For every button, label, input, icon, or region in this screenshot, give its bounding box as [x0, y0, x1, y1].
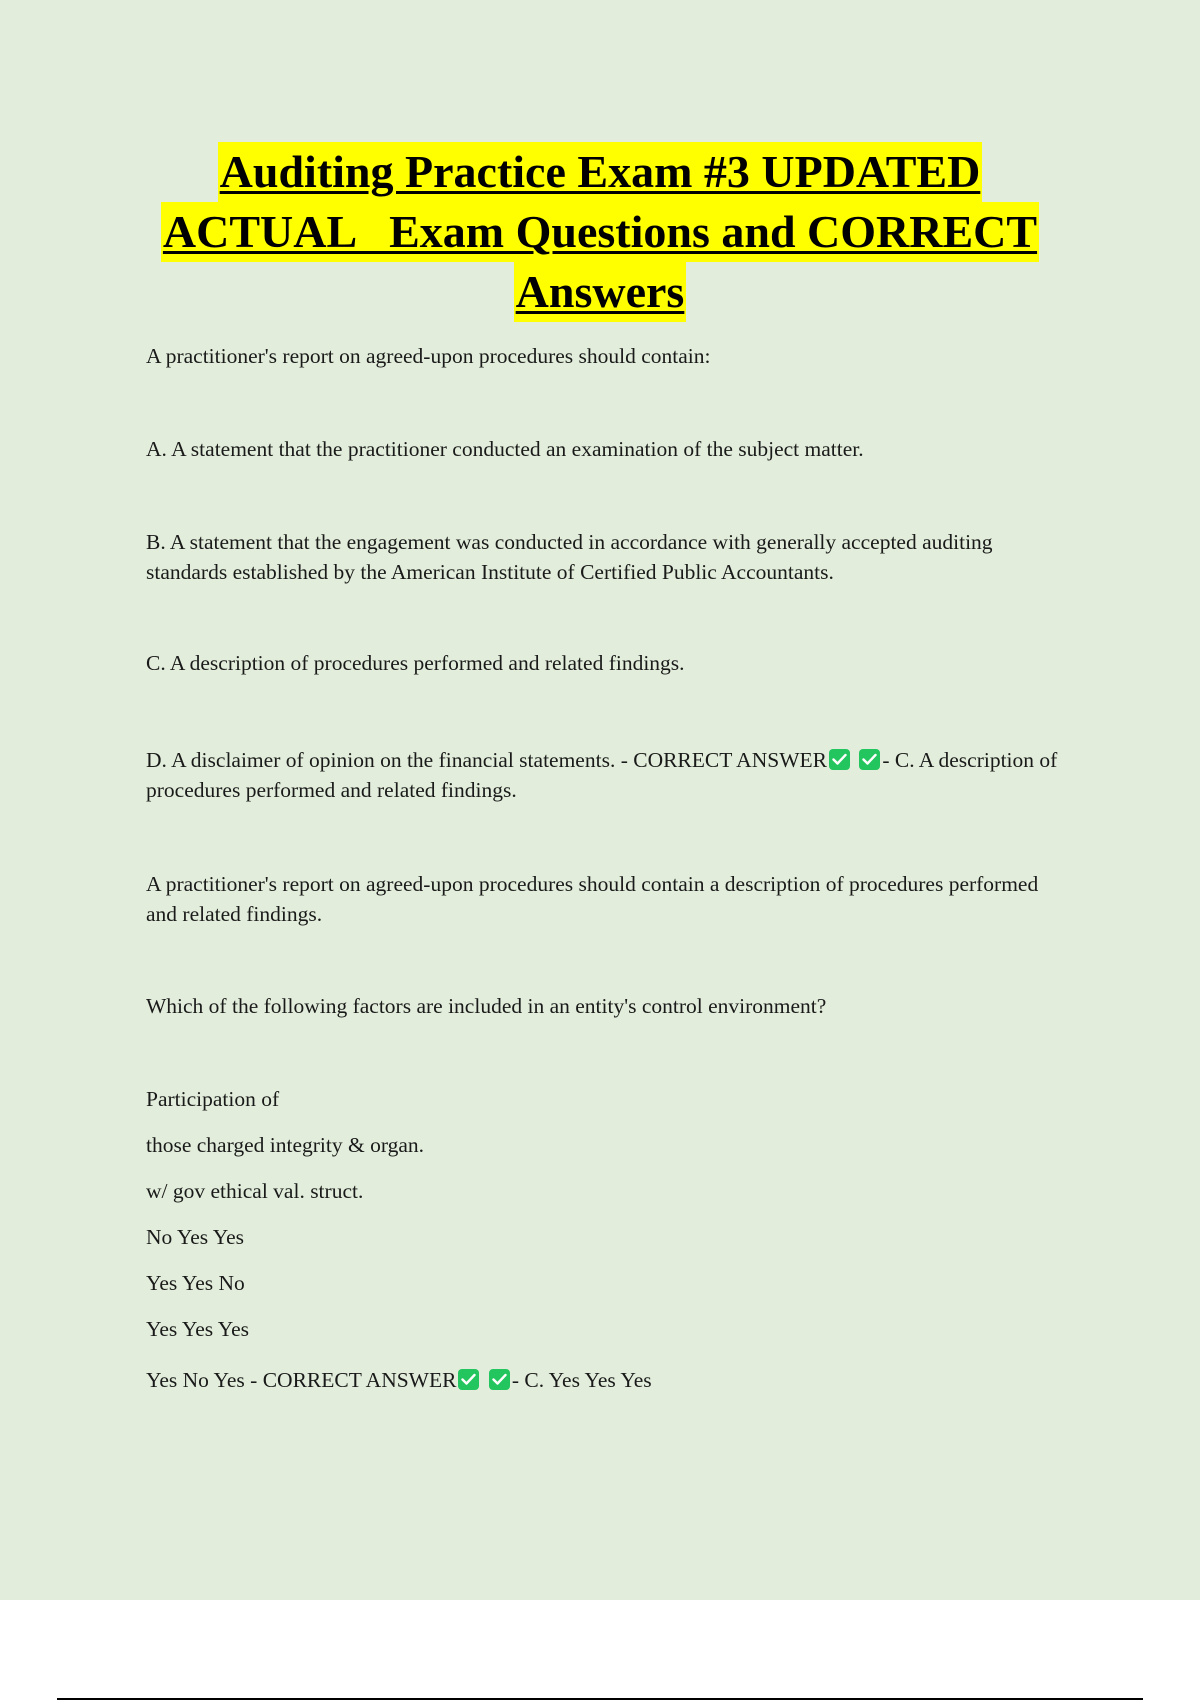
check-box-icon: [859, 749, 880, 770]
question1-prompt: A practitioner's report on agreed-upon procedures should contain:: [146, 344, 711, 368]
title-line-1: Auditing Practice Exam #3 UPDATED: [218, 142, 983, 202]
title-line-3: Answers: [514, 262, 687, 322]
question1-option-b: B. A statement that the engagement was conducted in accordance with generally accepted auditing standards established by the American Institute of Certified Public Accountants.: [146, 530, 993, 584]
document-title: [0, 142, 1200, 322]
question1-option-d-and-answer: [146, 745, 1066, 805]
question1-answer: - C. A description of procedures performed and related findings.: [146, 748, 1058, 802]
question2-header-line-2: those charged integrity & organ.: [146, 1133, 425, 1157]
question1-option-c: C. A description of procedures performed and related findings.: [146, 651, 685, 675]
question1-option-d: D. A disclaimer of opinion on the financial statements. - CORRECT ANSWER: [146, 748, 827, 772]
question1-option-a: A. A statement that the practitioner conducted an examination of the subject matter.: [146, 437, 864, 461]
question2-answer: - C. Yes Yes Yes: [511, 1368, 652, 1392]
question1-explanation: A practitioner's report on agreed-upon procedures should contain a description of procedures performed and related findings.: [146, 872, 1039, 926]
question2-option-row-4-and-answer: [146, 1365, 1066, 1395]
question2-header-line-3: w/ gov ethical val. struct.: [146, 1179, 364, 1203]
question2-option-row-3: Yes Yes Yes: [146, 1317, 250, 1341]
question2-option-row-1: No Yes Yes: [146, 1225, 244, 1249]
check-box-icon: [829, 749, 850, 770]
check-box-icon: [458, 1369, 479, 1390]
check-box-icon: [489, 1369, 510, 1390]
question2-option-row-4: Yes No Yes - CORRECT ANSWER: [146, 1368, 457, 1392]
question2-prompt: Which of the following factors are included in an entity's control environment?: [146, 994, 827, 1018]
question2-option-row-2: Yes Yes No: [146, 1271, 245, 1295]
title-line-2: ACTUAL Exam Questions and CORRECT: [161, 202, 1039, 262]
question2-header-line-1: Participation of: [146, 1087, 280, 1111]
